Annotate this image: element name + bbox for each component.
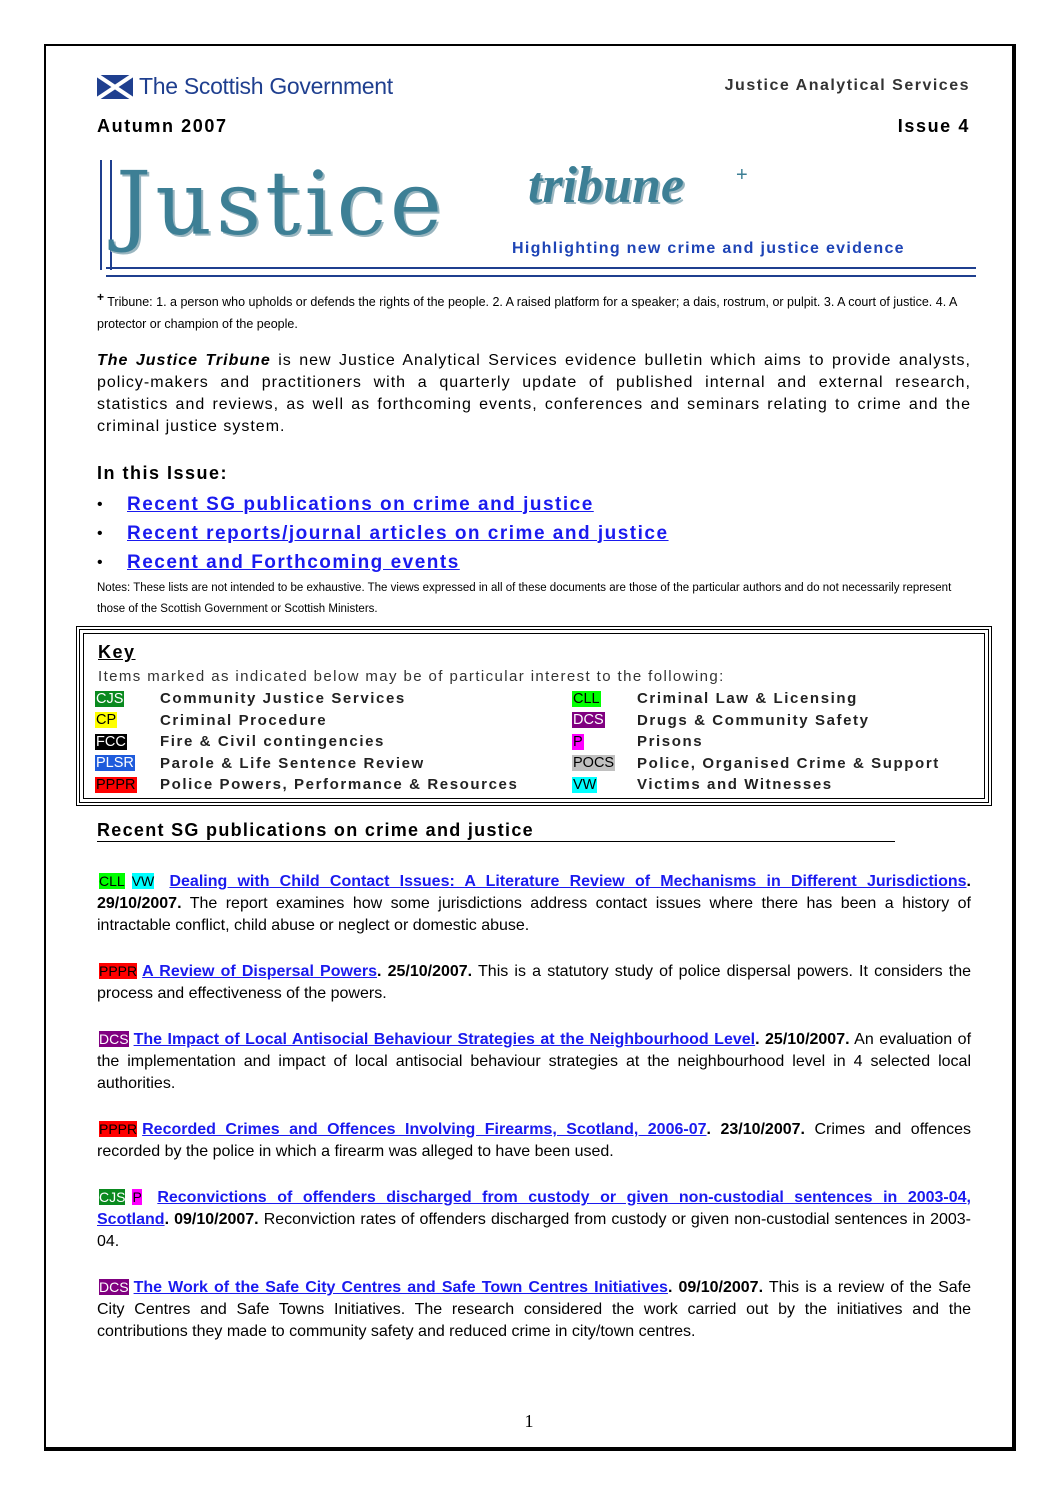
key-label: Criminal Law & Licensing <box>637 690 858 708</box>
tag-badge: DCS <box>99 1279 129 1295</box>
key-row <box>571 731 940 753</box>
publication-item <box>97 870 971 937</box>
masthead-vertical-rule <box>100 160 112 270</box>
tag-badge: VW <box>573 776 597 793</box>
tag-badge: P <box>573 733 583 750</box>
publication-date: . 25/10/2007. <box>376 963 473 980</box>
footnote-text: Tribune: 1. a person who upholds or defends the rights of the people. 2. A raised platform for a speaker; a dais, rostrum, or pulpit. 3. A court of justice. 4. A protector or champion of the people. <box>97 295 957 332</box>
publications-list <box>97 870 971 1366</box>
issue-season: Autumn 2007 <box>97 116 228 136</box>
key-row <box>94 753 518 775</box>
key-column-left <box>94 688 518 796</box>
key-description: Items marked as indicated below may be of particular interest to the following: <box>98 668 725 685</box>
tag-badge: VW <box>131 873 155 889</box>
tag-badge: CP <box>96 712 117 729</box>
key-box <box>76 626 992 806</box>
in-this-issue-heading: In this Issue: <box>97 463 229 483</box>
toc-link-reports-articles[interactable]: Recent reports/journal articles on crime and justice <box>127 522 669 544</box>
list-item <box>97 548 669 577</box>
page-number: 1 <box>524 1411 534 1431</box>
masthead-tagline: Highlighting new crime and justice evidence <box>512 240 905 257</box>
tag-badge: PPPR <box>96 776 136 793</box>
publication-summary: This is a review of the Safe City Centres and Safe Towns Initiatives. The research considered the work carried out by the initiatives and the contributions they made to community safety and reduced crime in city/town centres. <box>97 1279 971 1340</box>
key-label: Community Justice Services <box>160 690 406 708</box>
key-box-inner <box>83 633 985 799</box>
publication-item <box>97 960 971 1005</box>
key-row <box>571 753 940 775</box>
tag-badge: CLL <box>99 873 125 889</box>
publication-link[interactable]: Dealing with Child Contact Issues: A Literature Review of Mechanisms in Different Jurisdictions <box>169 873 967 890</box>
key-label: Victims and Witnesses <box>637 776 833 794</box>
publication-item <box>97 1276 971 1343</box>
tag-badge: PLSR <box>96 755 134 772</box>
publication-date: . 09/10/2007. <box>164 1211 259 1228</box>
issue-number: Issue 4 <box>897 116 970 136</box>
key-row <box>571 774 940 796</box>
tag-badge: FCC <box>96 733 126 750</box>
publication-link[interactable]: The Impact of Local Antisocial Behaviour Strategies at the Neighbourhood Level <box>133 1031 756 1048</box>
bullet-icon: • <box>97 524 103 542</box>
key-label: Police Powers, Performance & Resources <box>160 776 519 794</box>
masthead-plus-mark: + <box>736 164 748 186</box>
in-this-issue-list <box>97 490 669 577</box>
masthead-title: Justice <box>116 152 446 255</box>
masthead-subtitle: tribune <box>528 157 685 214</box>
key-row <box>571 710 940 732</box>
publication-date: . 25/10/2007. <box>755 1031 850 1048</box>
tribune-definition <box>97 286 973 335</box>
publication-summary: An evaluation of the implementation and impact of local antisocial behaviour strategies at the neighbourhood level in 4 selected local authorities. <box>97 1031 972 1092</box>
key-row <box>94 688 518 710</box>
intro-text: is new Justice Analytical Services evidence bulletin which aims to provide analysts, policy-makers and practitioners with a quarterly update of published internal and external research, statistics and reviews, as well as forthcoming events, conferences and seminars relating to crime and the criminal justice system. <box>97 352 972 435</box>
tag-badge: P <box>132 1189 142 1205</box>
tag-badge: CJS <box>99 1189 126 1205</box>
list-item <box>97 519 669 548</box>
key-label: Prisons <box>637 733 704 751</box>
masthead-horizontal-rule <box>106 267 976 277</box>
bullet-icon: • <box>97 553 103 571</box>
publication-date: . 29/10/2007. <box>97 873 971 912</box>
publication-link[interactable]: Recorded Crimes and Offences Involving Firearms, Scotland, 2006-07 <box>142 1121 707 1138</box>
publication-link[interactable]: The Work of the Safe City Centres and Safe Town Centres Initiatives <box>133 1279 668 1296</box>
publication-link[interactable]: A Review of Dispersal Powers <box>142 963 377 980</box>
masthead <box>100 152 975 272</box>
key-label: Drugs & Community Safety <box>637 711 870 729</box>
publication-item <box>97 1118 971 1163</box>
saltire-flag-icon <box>97 75 133 99</box>
tag-badge: DCS <box>99 1031 129 1047</box>
tag-badge: DCS <box>573 712 604 729</box>
publication-summary: This is a statutory study of police dispersal powers. It considers the process and effectiveness of the powers. <box>97 963 972 1002</box>
intro-paragraph <box>97 350 971 438</box>
tag-badge: CJS <box>96 690 124 707</box>
publication-summary: The report examines how some jurisdictions address contact issues where there has been a history of intractable conflict, child abuse or neglect or domestic abuse. <box>97 895 971 934</box>
publication-item <box>97 1028 971 1095</box>
list-item <box>97 490 669 519</box>
publication-summary: Reconviction rates of offenders discharged from custody or given non-custodial sentences in 2003-04. <box>97 1211 971 1250</box>
toc-link-sg-publications[interactable]: Recent SG publications on crime and justice <box>127 493 594 515</box>
disclaimer-notes: Notes: These lists are not intended to be exhaustive. The views expressed in all of these documents are those of the particular authors and do not necessarily represent those of the Scottish Government or Scottish Ministers. <box>97 582 952 615</box>
key-title: Key <box>98 642 136 662</box>
publication-item <box>97 1186 971 1253</box>
org-name: The Scottish Government <box>139 73 393 99</box>
tag-badge: POCS <box>573 755 615 772</box>
publication-date: . 23/10/2007. <box>706 1121 805 1138</box>
publication-summary: Crimes and offences recorded by the police in which a firearm was alleged to have been used. <box>97 1121 972 1160</box>
publication-date: . 09/10/2007. <box>667 1279 764 1296</box>
tag-badge: PPPR <box>99 963 138 979</box>
key-label: Fire & Civil contingencies <box>160 733 385 751</box>
key-label: Police, Organised Crime & Support <box>637 754 940 772</box>
publication-link[interactable]: Reconvictions of offenders discharged from custody or given non-custodial sentences in 2003-04, Scotland <box>97 1189 971 1228</box>
department-name: Justice Analytical Services <box>724 77 970 94</box>
publications-heading: Recent SG publications on crime and justice <box>97 820 534 840</box>
key-label: Criminal Procedure <box>160 711 328 729</box>
key-label: Parole & Life Sentence Review <box>160 754 425 772</box>
tag-badge: CLL <box>573 690 600 707</box>
publications-heading-rule <box>97 841 895 842</box>
key-column-right <box>571 688 940 796</box>
bullet-icon: • <box>97 495 103 513</box>
key-row <box>571 688 940 710</box>
scottish-government-logo <box>97 73 393 100</box>
key-row <box>94 774 518 796</box>
key-row <box>94 731 518 753</box>
key-row <box>94 710 518 732</box>
footnote-mark: + <box>97 290 105 304</box>
tag-badge: PPPR <box>99 1121 138 1137</box>
toc-link-events[interactable]: Recent and Forthcoming events <box>127 551 460 573</box>
intro-lead: The Justice Tribune <box>97 352 271 369</box>
